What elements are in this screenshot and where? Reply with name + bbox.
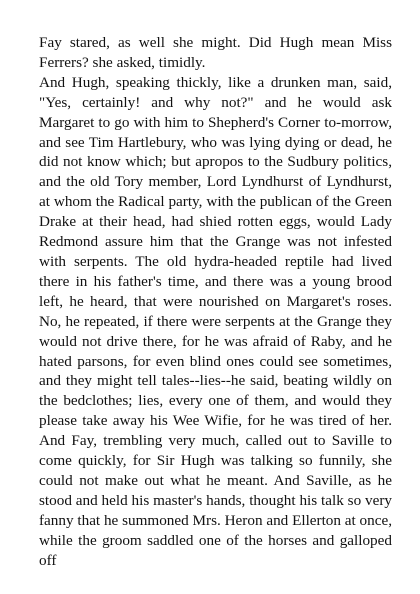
paragraph: Fay stared, as well she might. Did Hugh mean Miss Ferrers? she asked, timidly.	[39, 34, 392, 71]
page-text	[39, 33, 392, 570]
paragraph: And Hugh, speaking thickly, like a drunken man, said, "Yes, certainly! and why not?" and he would ask Margaret to go with him to Shepherd's Corner to-morrow, and see Tim Hartlebury, who was lying dying or dead, he did not know which; but apropos to the Sudbury politics, and the old Tory member, Lord Lyndhurst of Lyndhurst, at whom the Radical party, with the publican of the Green Drake at their head, had shied rotten eggs, would Lady Redmond assure him that the Grange was not infested with serpents. The old hydra-headed reptile had lived there in his father's time, and there was a young brood left, he heard, that were nourished on Margaret's roses. No, he repeated, if there were serpents at the Grange they would not drive there, for he was afraid of Raby, and he hated parsons, for even blind ones could see sometimes, and they might tell tales--lies--he said, beating wildly on the bedclothes; lies, every one of them, and would they please take away his Wee Wifie, for he was tired of her. And Fay, trembling very much, called out to Saville to come quickly, for Sir Hugh was talking so funnily, she could not make out what he meant. And Saville, as he stood and held his master's hands, thought his talk so very fanny that he summoned Mrs. Heron and Ellerton at once, while the groom saddled one of the horses and galloped off	[39, 73, 393, 569]
